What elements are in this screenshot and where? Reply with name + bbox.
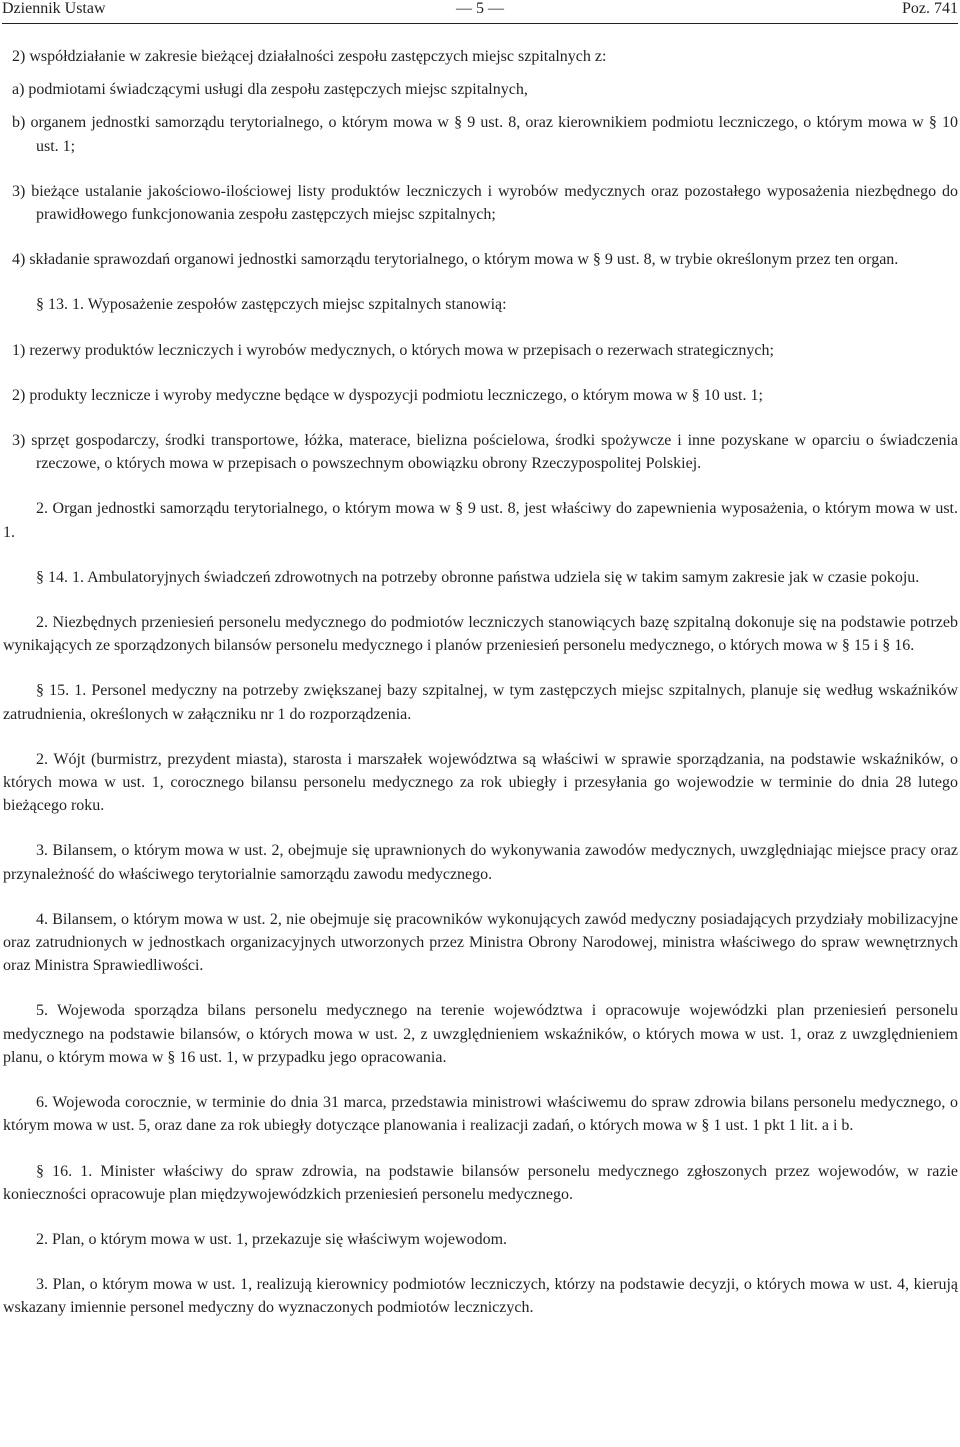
section-paragraph: § 15. 1. Personel medyczny na potrzeby zwiększanej bazy szpitalnej, w tym zastępczych miejsc szpitalnych, planuje się według wskaźników zatrudnienia, określonych w załączniku nr 1 do rozporządzenia.	[3, 682, 958, 723]
paragraph: 4. Bilansem, o którym mowa w ust. 2, nie obejmuje się pracowników wykonujących zawód medyczny posiadających przydziały mobilizacyjne oraz zatrudnionych w jednostkach organizacyjnych utworzonych przez Ministra Obrony Narodowej, ministra właściwego do spraw wewnętrznych oraz Ministra Sprawiedliwości.	[3, 910, 958, 975]
page-header	[2, 0, 958, 24]
paragraph: 3. Plan, o którym mowa w ust. 1, realizują kierownicy podmiotów leczniczych, którzy na podstawie decyzji, o których mowa w ust. 4, kierują wskazany imiennie personel medyczny do wyznaczonych podmiotów leczniczych.	[3, 1276, 958, 1317]
list-item: 2) produkty lecznicze i wyroby medyczne będące w dyspozycji podmiotu leczniczego, o którym mowa w § 10 ust. 1;	[12, 386, 763, 404]
list-item: b) organem jednostki samorządu terytorialnego, o którym mowa w § 9 ust. 8, oraz kierownikiem podmiotu leczniczego, o którym mowa w § 10 ust. 1;	[12, 114, 958, 155]
section-paragraph: § 16. 1. Minister właściwy do spraw zdrowia, na podstawie bilansów personelu medycznego zgłoszonych przez wojewodów, w razie konieczności opracowuje plan międzywojewódzkich przeniesień personelu medycznego.	[3, 1162, 958, 1203]
paragraph: 2. Organ jednostki samorządu terytorialnego, o którym mowa w § 9 ust. 8, jest właściwy do zapewnienia wyposażenia, o którym mowa w ust. 1.	[3, 500, 958, 541]
document-body	[3, 45, 958, 1320]
list-item: 3) bieżące ustalanie jakościowo-ilościowej listy produktów leczniczych i wyrobów medycznych oraz pozostałego wyposażenia niezbędnego do prawidłowego funkcjonowania zespołu zastępczych miejsc szpitalnych;	[12, 182, 958, 224]
position-number: Poz. 741	[902, 0, 958, 17]
paragraph: 6. Wojewoda corocznie, w terminie do dnia 31 marca, przedstawia ministrowi właściwemu do spraw zdrowia bilans personelu medycznego, o którym mowa w ust. 5, oraz dane za rok ubiegły dotyczące planowania i realizacji zadań, o których mowa w § 1 ust. 1 pkt 1 lit. a i b.	[3, 1094, 958, 1135]
list-item: 2) współdziałanie w zakresie bieżącej działalności zespołu zastępczych miejsc szpitalnych z:	[12, 48, 607, 65]
list-item: 1) rezerwy produktów leczniczych i wyrobów medycznych, o których mowa w przepisach o rezerwach strategicznych;	[12, 341, 774, 359]
section-paragraph: § 13. 1. Wyposażenie zespołów zastępczych miejsc szpitalnych stanowią:	[36, 296, 507, 314]
list-item: a) podmiotami świadczącymi usługi dla zespołu zastępczych miejsc szpitalnych,	[12, 81, 528, 99]
paragraph: 5. Wojewoda sporządza bilans personelu medycznego na terenie województwa i opracowuje wojewódzki plan przeniesień personelu medycznego na podstawie bilansów, o których mowa w ust. 2, z uwzględnieniem wskaźników, o których mowa w ust. 1, oraz z uwzględnieniem planu, o którym mowa w § 16 ust. 1, w przypadku jego opracowania.	[3, 1002, 958, 1066]
paragraph: 2. Wójt (burmistrz, prezydent miasta), starosta i marszałek województwa są właściwi w sprawie sporządzania, na podstawie wskaźników, o których mowa w ust. 1, corocznego bilansu personelu medycznego za rok ubiegły i przesyłania go wojewodzie w terminie do dnia 28 lutego bieżącego roku.	[3, 750, 958, 815]
list-item: 3) sprzęt gospodarczy, środki transportowe, łóżka, materace, bielizna pościelowa, środki spożywcze i inne pozyskane w oparciu o świadczenia rzeczowe, o których mowa w przepisach o powszechnym obowiązku obrony Rzeczypospolitej Polskiej.	[12, 432, 958, 473]
paragraph: 2. Niezbędnych przeniesień personelu medycznego do podmiotów leczniczych stanowiących bazę szpitalną dokonuje się na podstawie potrzeb wynikających ze sporządzonych bilansów personelu medycznego i planów przeniesień personelu medycznego, o których mowa w § 15 i § 16.	[3, 614, 958, 655]
paragraph: 2. Plan, o którym mowa w ust. 1, przekazuje się właściwym wojewodom.	[36, 1230, 508, 1248]
header-rule	[2, 23, 958, 24]
journal-title: Dziennik Ustaw	[2, 0, 106, 17]
paragraph: 3. Bilansem, o którym mowa w ust. 2, obejmuje się uprawnionych do wykonywania zawodów medycznych, uwzględniając miejsce pracy oraz przynależność do właściwego terytorialnie samorządu zawodu medycznego.	[3, 842, 958, 883]
page-number: — 5 —	[456, 0, 504, 17]
list-item: 4) składanie sprawozdań organowi jednostki samorządu terytorialnego, o którym mowa w § 9 ust. 8, w trybie określonym przez ten organ.	[12, 251, 899, 269]
section-paragraph: § 14. 1. Ambulatoryjnych świadczeń zdrowotnych na potrzeby obronne państwa udziela się w takim samym zakresie jak w czasie pokoju.	[36, 568, 920, 586]
